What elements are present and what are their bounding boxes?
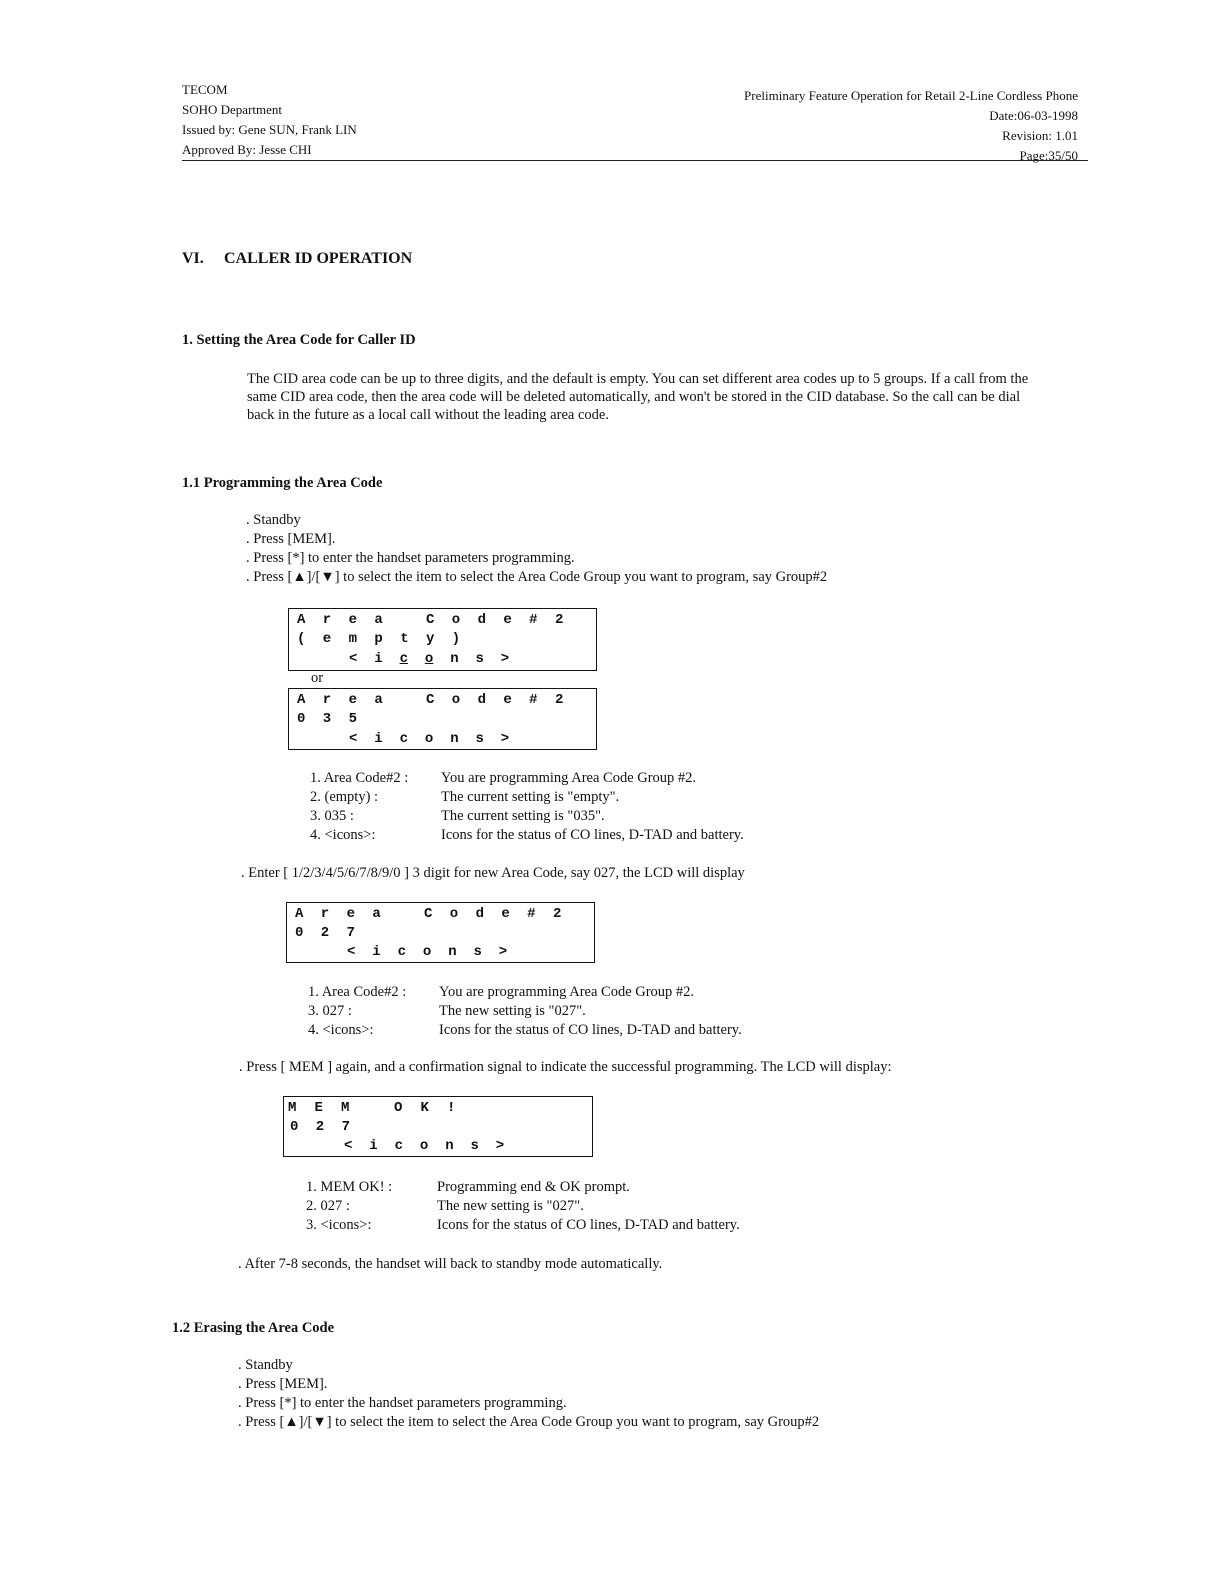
erasing-steps <box>238 1356 819 1432</box>
lcd-char: c <box>394 1138 403 1154</box>
lcd-display-mem-ok <box>283 1096 593 1157</box>
legend-key: 2. 027 : <box>306 1198 350 1214</box>
step-press-star: . Press [*] to enter the handset parameters programming. <box>246 550 575 566</box>
lcd-row-1 <box>295 905 579 924</box>
lcd-char: s <box>475 731 484 747</box>
legend-value: The current setting is "empty". <box>441 789 620 805</box>
lcd-char: n <box>445 1138 454 1154</box>
lcd-char: c <box>399 651 408 667</box>
lcd-row-3 <box>349 730 526 749</box>
section-title-text: CALLER ID OPERATION <box>224 250 413 267</box>
lcd-char: a <box>374 692 383 708</box>
lcd-char: < <box>347 944 356 960</box>
legend-row <box>306 1178 740 1197</box>
lcd-display-027 <box>286 902 595 963</box>
lcd-row-3 <box>349 650 526 669</box>
subsection-1-1-title: 1.1 Programming the Area Code <box>182 475 383 491</box>
lcd-legend-2 <box>308 983 742 1040</box>
lcd-char: s <box>470 1138 479 1154</box>
lcd-char: o <box>449 906 459 922</box>
lcd-char: n <box>450 651 459 667</box>
legend-value: The new setting is "027". <box>439 1003 586 1019</box>
press-mem-again-step: . Press [ MEM ] again, and a confirmation signal to indicate the successful programming. The LCD will display: <box>239 1059 892 1075</box>
lcd-char: a <box>372 906 381 922</box>
legend-key: 1. Area Code#2 : <box>310 770 409 786</box>
legend-key: 2. (empty) : <box>310 789 379 805</box>
lcd-row-2 <box>295 924 372 943</box>
legend-row <box>308 983 742 1002</box>
legend-key: 1. Area Code#2 : <box>308 984 407 1000</box>
section-number: VI. <box>182 250 204 267</box>
lcd-char: > <box>495 1138 505 1154</box>
subsection-1-2-title: 1.2 Erasing the Area Code <box>172 1320 335 1336</box>
legend-row <box>306 1197 740 1216</box>
lcd-char: A <box>297 612 306 628</box>
programming-steps <box>246 511 827 587</box>
page-number: Page:35/50 <box>1019 148 1078 163</box>
lcd-char: i <box>369 1138 378 1154</box>
lcd-char: d <box>477 692 486 708</box>
or-label: or <box>311 670 324 686</box>
lcd-char: c <box>397 944 406 960</box>
lcd-char: # <box>527 906 536 922</box>
lcd-char: o <box>451 692 461 708</box>
lcd-char: ) <box>451 631 461 647</box>
lcd-char: # <box>529 612 538 628</box>
lcd-display-035 <box>288 688 597 750</box>
lcd-char: o <box>419 1138 429 1154</box>
lcd-char: p <box>374 631 383 647</box>
lcd-char: C <box>425 612 435 628</box>
auto-standby-note: . After 7-8 seconds, the handset will back to standby mode automatically. <box>238 1256 663 1272</box>
legend-value: The new setting is "027". <box>437 1198 584 1214</box>
legend-row <box>310 788 744 807</box>
lcd-legend-1 <box>310 769 744 845</box>
lcd-char: 2 <box>315 1119 325 1135</box>
step-press-mem: . Press [MEM]. <box>246 531 336 547</box>
lcd-char: 3 <box>322 711 332 727</box>
step-press-star: . Press [*] to enter the handset parameters programming. <box>238 1395 567 1411</box>
lcd-row-1 <box>297 691 581 710</box>
subsection-1-title: 1. Setting the Area Code for Caller ID <box>182 332 416 348</box>
lcd-char: A <box>297 692 306 708</box>
document-revision: Revision: 1.01 <box>1002 128 1078 143</box>
lcd-char: A <box>295 906 304 922</box>
legend-key: 3. 035 : <box>310 808 354 824</box>
lcd-char: a <box>374 612 383 628</box>
lcd-char: i <box>374 651 383 667</box>
header-right <box>744 86 1078 166</box>
header-left <box>182 80 357 160</box>
lcd-row-2 <box>290 1118 367 1137</box>
legend-row <box>306 1216 740 1235</box>
lcd-char: o <box>424 731 434 747</box>
lcd-char: t <box>400 631 409 647</box>
lcd-char: 2 <box>320 925 330 941</box>
legend-value: Icons for the status of CO lines, D-TAD and battery. <box>437 1217 740 1233</box>
legend-value: You are programming Area Code Group #2. <box>441 770 697 786</box>
lcd-char: n <box>448 944 457 960</box>
lcd-char: 2 <box>554 612 564 628</box>
document-title: Preliminary Feature Operation for Retail 2-Line Cordless Phone <box>744 88 1078 103</box>
lcd-char: o <box>451 612 461 628</box>
lcd-char: 2 <box>552 906 562 922</box>
company-name: TECOM <box>182 82 228 97</box>
lcd-char: E <box>314 1100 323 1116</box>
lcd-char: r <box>322 692 332 708</box>
lcd-char: < <box>349 731 358 747</box>
lcd-char: > <box>500 731 510 747</box>
lcd-row-2 <box>297 630 478 649</box>
step-press-mem: . Press [MEM]. <box>238 1376 328 1392</box>
lcd-char: i <box>372 944 381 960</box>
lcd-char: 5 <box>348 711 357 727</box>
lcd-char: ( <box>297 631 306 647</box>
legend-row <box>308 1021 742 1040</box>
lcd-char: d <box>477 612 486 628</box>
lcd-legend-3 <box>306 1178 740 1235</box>
step-standby <box>238 1356 819 1375</box>
lcd-char: n <box>450 731 459 747</box>
lcd-char: e <box>503 692 512 708</box>
lcd-char: > <box>498 944 508 960</box>
lcd-char: M <box>288 1100 297 1116</box>
lcd-char: 0 <box>290 1119 299 1135</box>
legend-value: Icons for the status of CO lines, D-TAD and battery. <box>441 827 744 843</box>
lcd-char: < <box>344 1138 353 1154</box>
legend-value: Icons for the status of CO lines, D-TAD and battery. <box>439 1022 742 1038</box>
lcd-char: o <box>424 651 434 667</box>
legend-key: 1. MEM OK! : <box>306 1179 393 1195</box>
legend-key: 4. <icons>: <box>310 827 376 843</box>
lcd-row-1 <box>288 1099 474 1118</box>
lcd-char: s <box>473 944 482 960</box>
lcd-char: i <box>374 731 383 747</box>
lcd-char: r <box>320 906 330 922</box>
department: SOHO Department <box>182 102 283 117</box>
legend-key: 4. <icons>: <box>308 1022 374 1038</box>
lcd-char: s <box>475 651 484 667</box>
lcd-char: e <box>348 692 357 708</box>
lcd-char: e <box>501 906 510 922</box>
step-select-group: . Press [▲]/[▼] to select the item to select the Area Code Group you want to program, say Group#2 <box>246 569 828 585</box>
lcd-char: < <box>349 651 358 667</box>
lcd-row-3 <box>347 943 524 962</box>
legend-row <box>310 807 744 826</box>
lcd-char: e <box>348 612 357 628</box>
lcd-display-empty <box>288 608 597 671</box>
lcd-char: d <box>475 906 484 922</box>
lcd-char: e <box>346 906 355 922</box>
approved-by: Approved By: Jesse CHI <box>182 142 312 157</box>
legend-value: You are programming Area Code Group #2. <box>439 984 695 1000</box>
legend-row <box>310 769 744 788</box>
header-divider <box>182 160 1088 161</box>
lcd-char: c <box>399 731 408 747</box>
lcd-char: M <box>341 1100 350 1116</box>
step-select-group: . Press [▲]/[▼] to select the item to select the Area Code Group you want to program, say Group#2 <box>238 1414 820 1430</box>
lcd-row-3 <box>344 1137 521 1156</box>
legend-value: The current setting is "035". <box>441 808 605 824</box>
lcd-char: C <box>423 906 433 922</box>
lcd-char: y <box>425 631 435 647</box>
lcd-char: ! <box>447 1100 456 1116</box>
lcd-char: 0 <box>297 711 306 727</box>
legend-key: 3. <icons>: <box>306 1217 372 1233</box>
lcd-char: 7 <box>341 1119 350 1135</box>
lcd-row-1 <box>297 611 581 630</box>
lcd-char: C <box>425 692 435 708</box>
lcd-char: e <box>503 612 512 628</box>
lcd-char: K <box>420 1100 429 1116</box>
lcd-char: 0 <box>295 925 304 941</box>
document-date: Date:06-03-1998 <box>989 108 1078 123</box>
section-title <box>182 250 412 268</box>
enter-digits-step: . Enter [ 1/2/3/4/5/6/7/8/9/0 ] 3 digit for new Area Code, say 027, the LCD will display <box>241 865 745 881</box>
lcd-char: m <box>348 631 357 647</box>
legend-row <box>310 826 744 845</box>
legend-value: Programming end & OK prompt. <box>437 1179 630 1195</box>
step-standby-text: . Standby <box>238 1357 293 1373</box>
subsection-1-paragraph: The CID area code can be up to three digits, and the default is empty. You can set different area codes up to 5 groups. If a call from the same CID area code, then the area code will be deleted automatically, and won't be stored in the CID database. So the call can be dial back in the future as a local call without the leading area code. <box>247 371 1029 423</box>
legend-row <box>308 1002 742 1021</box>
lcd-char: O <box>394 1100 403 1116</box>
lcd-char: 2 <box>554 692 564 708</box>
legend-key: 3. 027 : <box>308 1003 352 1019</box>
lcd-char: 7 <box>346 925 355 941</box>
lcd-row-2 <box>297 710 374 729</box>
step-standby: . Standby <box>246 512 301 528</box>
lcd-char: r <box>322 612 332 628</box>
lcd-char: e <box>322 631 332 647</box>
lcd-char: # <box>529 692 538 708</box>
issued-by: Issued by: Gene SUN, Frank LIN <box>182 122 357 137</box>
lcd-char: > <box>500 651 510 667</box>
lcd-char: o <box>422 944 432 960</box>
